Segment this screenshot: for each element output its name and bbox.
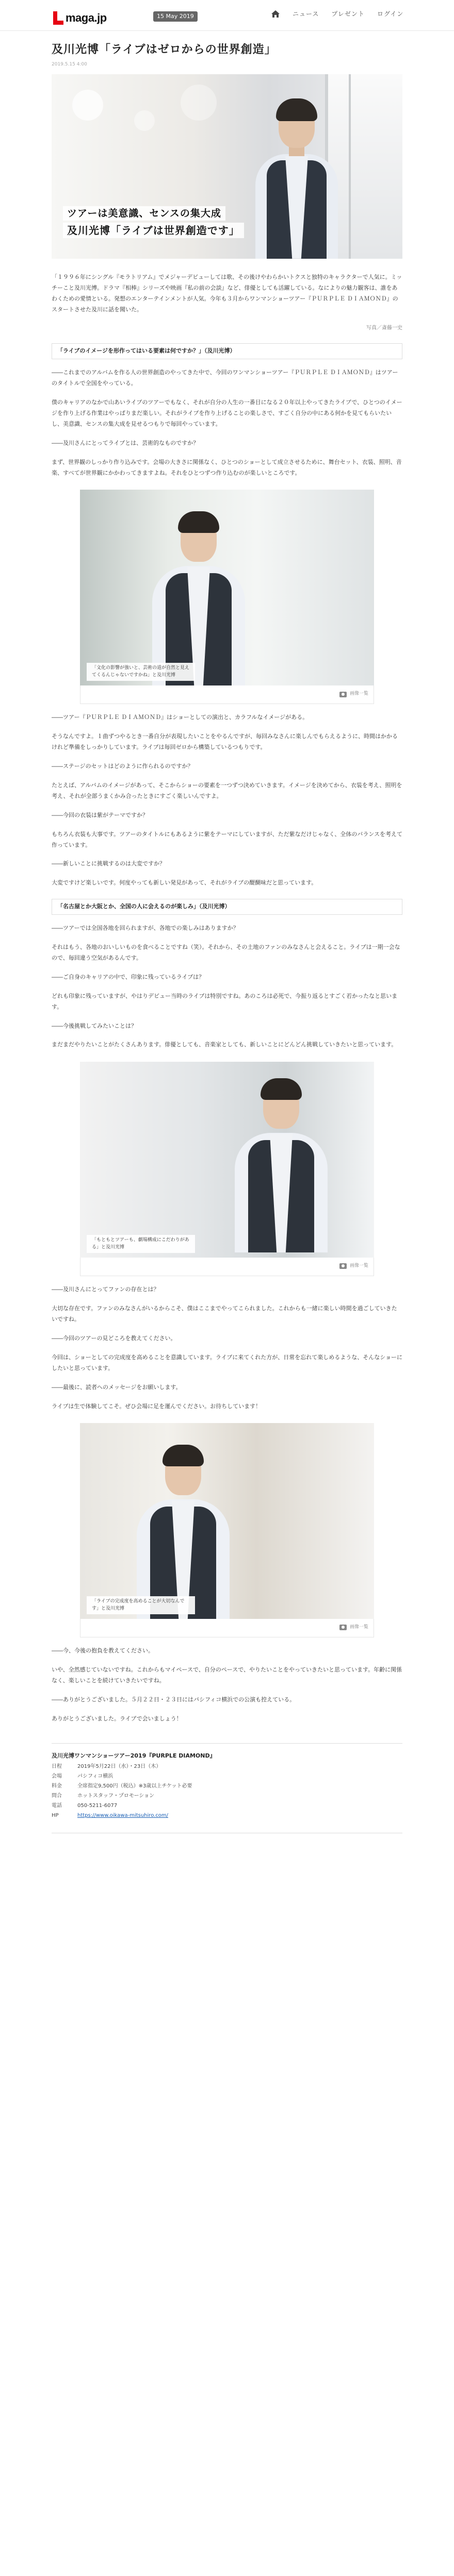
paragraph: ――今回のツアーの見どころを教えてください。: [52, 1334, 176, 1342]
camera-icon: [339, 1263, 347, 1269]
photo-image: [80, 1062, 374, 1258]
photo-image: [80, 1423, 374, 1619]
hero-caption-line1: ツアーは美意識、センスの集大成: [63, 206, 225, 221]
photo-image: [80, 490, 374, 685]
paragraph: ――新しいことに挑戦するのは大変ですか？: [52, 860, 165, 867]
info-key: 会場: [52, 1773, 62, 1779]
photo-caption: 「もともとツアーも、劇場構成にこだわりがある」と及川光博: [87, 1235, 195, 1253]
paragraph: そうなんですよ。１曲ずつやるとき一番自分が表現したいことをやるんですが、毎回みなさんに楽しんでもらえるように、時間はかかるけれど準備をしっかりしています。ライブは毎回ゼロから構築しているつもりです。: [52, 733, 398, 751]
image-list-label: 画像一覧: [349, 691, 368, 697]
info-row-venue: [52, 1771, 402, 1781]
article-title: 及川光博「ライブはゼロからの世界創造」: [52, 43, 277, 56]
info-value: 2019年5月22日（水）・23日（木）: [77, 1763, 161, 1769]
camera-icon: [339, 1625, 347, 1630]
logo-text: maga.jp: [66, 11, 107, 24]
info-row-hp: [52, 1811, 402, 1820]
paragraph: ――これまでのアルバムを作る人の世界創造のやってきた中で、今回のワンマンショーツアー『ＰＵＲＰＬＥ ＤＩＡＭＯＮＤ』はツアーのタイトルで全国をやっている。: [52, 369, 398, 387]
info-row-contact: [52, 1791, 402, 1801]
home-icon[interactable]: [271, 9, 280, 19]
paragraph: それはもう、各地のおいしいものを食べることですね（笑）。それから、その土地のファンのみなさんと会えること。ライブは一期一会なので、毎回違う空気があるんです。: [52, 944, 400, 961]
info-value: ホットスタッフ・プロモーション: [77, 1793, 155, 1799]
paragraph: いや、全然感じていないですね。これからもマイペースで、自分のペースで、やりたいことをやっていきたいと思っています。年齢に関係なく、楽しいことを続けていきたいですね。: [52, 1666, 402, 1684]
photo-caption: 「文化の影響が強いと、芸術の道が自然と見えてくるんじゃないですかね」と及川光博: [87, 663, 195, 681]
logo-mark: [53, 11, 64, 25]
paragraph: どれも印象に残っていますが、やはりデビュー当時のライブは特別ですね。あのころは必死で、今振り返るとすごく若かったなと思います。: [52, 992, 398, 1010]
paragraph: ――及川さんにとってファンの存在とは？: [52, 1286, 159, 1293]
paragraph: ――今、今後の抱負を教えてください。: [52, 1647, 154, 1654]
info-key: 日程: [52, 1763, 62, 1769]
info-key: HP: [52, 1812, 59, 1818]
paragraph: たとえば、アルバムのイメージがあって、そこからショーの要素を一つずつ決めていきます。イメージを決めてから、衣装を考え、照明を考え、それが全部うまくかみ合ったときにすごく楽しいんですよ。: [52, 782, 402, 799]
hero-caption-line2: 及川光博「ライブは世界創造です」: [63, 223, 244, 238]
paragraph: ――ご自身のキャリアの中で、印象に残っているライブは？: [52, 973, 205, 980]
paragraph: 大変ですけど楽しいです。何度やっても新しい発見があって、それがライブの醍醐味だと思っています。: [52, 879, 317, 886]
paragraph: まだまだやりたいことがたくさんあります。俳優としても、音楽家としても、新しいことにどんどん挑戦していきたいと思っています。: [52, 1041, 397, 1048]
image-list-link[interactable]: [339, 1623, 368, 1632]
image-list-label: 画像一覧: [349, 1625, 368, 1630]
nav-login[interactable]: ログイン: [377, 10, 404, 18]
info-value: 050-5211-6077: [77, 1802, 118, 1809]
paragraph: まず、世界観のしっかり作り込みです。会場の大きさに関係なく、ひとつのショーとして成立させるために、舞台セット、衣装、照明、音楽、すべてが世界観にかかわってきますよね。それをひとつずつ作り込むのが楽しいところです。: [52, 458, 402, 476]
section-heading: 「名古屋とか大阪とか、全国の人に会えるのが楽しみ」（及川光博）: [52, 899, 402, 915]
info-value: パシフィコ横浜: [77, 1773, 113, 1779]
lead-paragraph: 「１９９６年にシングル『モラトリアム』でメジャーデビューしては歌、その後けやわらかいトクスと独特のキャラクターで人気に。ミッチーこと及川光博。ドラマ『相棒』シリーズや映画『私の前の会談』など、俳優としても活躍している。なによりの魅力観客は、誰をあわくための愛情といる。発想のエンターテインメントが人気。今年も３月からワンマンショーツアー『ＰＵＲＰＬＥ ＤＩＡＭＯＮＤ』のスタートさせた及川に話を聞いた。: [52, 273, 402, 313]
top-bar: [0, 0, 454, 31]
nav-news[interactable]: ニュース: [293, 10, 319, 18]
paragraph: 僕のキャリアのなかで山あいライブのツアーでもなく、それが自分の人生の一番目になる２０年以上やってきたライブで、ひとつのイメージを作り上げる作業はやっぱりまだ楽しい。それがライブを作り上げることの楽しさで、すごく自分の中にある何かを見てもらいたいし、美意識、センスの集大成を見せるつもりで毎回やっています。: [52, 399, 402, 427]
article-photo[interactable]: [80, 490, 374, 704]
paragraph: ――ありがとうございました。５月２２日・２３日にはパシフィコ横浜での公演も控えている。: [52, 1696, 296, 1703]
paragraph: ――ツアーでは全国各地を回られますが、各地での楽しみはありますか？: [52, 925, 239, 932]
info-key: 料金: [52, 1783, 62, 1789]
main-nav: [271, 8, 403, 20]
image-list-link[interactable]: [339, 690, 368, 698]
paragraph: 今回は、ショーとしての完成度を高めることを意識しています。ライブに来てくれた方が、日常を忘れて楽しめるような、そんなショーにしたいと思っています。: [52, 1353, 403, 1371]
image-list-label: 画像一覧: [349, 1263, 368, 1269]
info-key: 電話: [52, 1802, 62, 1809]
hero-caption: [63, 206, 244, 239]
paragraph: ――今回の衣装は紫がテーマですか？: [52, 811, 148, 818]
paragraph: ――及川さんにとってライブとは、芸術的なものですか？: [52, 439, 199, 446]
paragraph: もちろん衣装も大事です。ツアーのタイトルにもあるように紫をテーマにしていますが、ただ紫なだけじゃなく、全体のバランスを考えて作っています。: [52, 830, 403, 848]
info-row-date: [52, 1762, 402, 1771]
info-row-phone: [52, 1801, 402, 1811]
camera-icon: [339, 692, 347, 697]
date-badge: 15 May 2019: [153, 11, 198, 22]
article: [52, 42, 402, 1833]
hero-image: [52, 74, 402, 259]
hero-person-illustration: [255, 103, 338, 259]
paragraph: 大切な存在です。ファンのみなさんがいるからこそ、僕はここまでやってこられました。これからも一緒に楽しい時間を過ごしていきたいですね。: [52, 1305, 397, 1323]
paragraph: ――最後に、読者へのメッセージをお願いします。: [52, 1383, 182, 1391]
paragraph: ありがとうございました。ライブで会いましょう！: [52, 1715, 182, 1722]
info-value: 全席指定9,500円（税込）※3歳以上チケット必要: [77, 1783, 192, 1789]
paragraph: ――今後挑戦してみたいことは？: [52, 1022, 137, 1029]
official-site-link[interactable]: https://www.oikawa-mitsuhiro.com/: [77, 1812, 169, 1818]
info-row-price: [52, 1781, 402, 1791]
info-key: 問合: [52, 1793, 62, 1799]
site-logo[interactable]: [53, 7, 107, 29]
photo-caption: 「ライブの完成度を高めることが大切なんです」と及川光博: [87, 1596, 195, 1614]
section-heading: 「ライブのイメージを形作ってはいる要素は何ですか？」（及川光博）: [52, 343, 402, 359]
photo-credit: 写真／斎藤一史: [366, 325, 402, 331]
article-photo[interactable]: [80, 1062, 374, 1276]
event-info: [52, 1743, 402, 1833]
event-info-title: 及川光博ワンマンショーツアー2019『PURPLE DIAMOND』: [52, 1752, 216, 1759]
nav-present[interactable]: プレゼント: [331, 10, 365, 18]
image-list-link[interactable]: [339, 1262, 368, 1270]
paragraph: ――ステージのセットはどのように作られるのですか？: [52, 763, 193, 770]
article-date: 2019.5.15 4:00: [52, 61, 87, 67]
paragraph: ――ツアー『ＰＵＲＰＬＥ ＤＩＡＭＯＮＤ』はショーとしての演出と、カラフルなイメージがある。: [52, 714, 309, 721]
article-photo[interactable]: [80, 1423, 374, 1637]
paragraph: ライブは生で体験してこそ。ぜひ会場に足を運んでください。お待ちしています！: [52, 1402, 262, 1410]
